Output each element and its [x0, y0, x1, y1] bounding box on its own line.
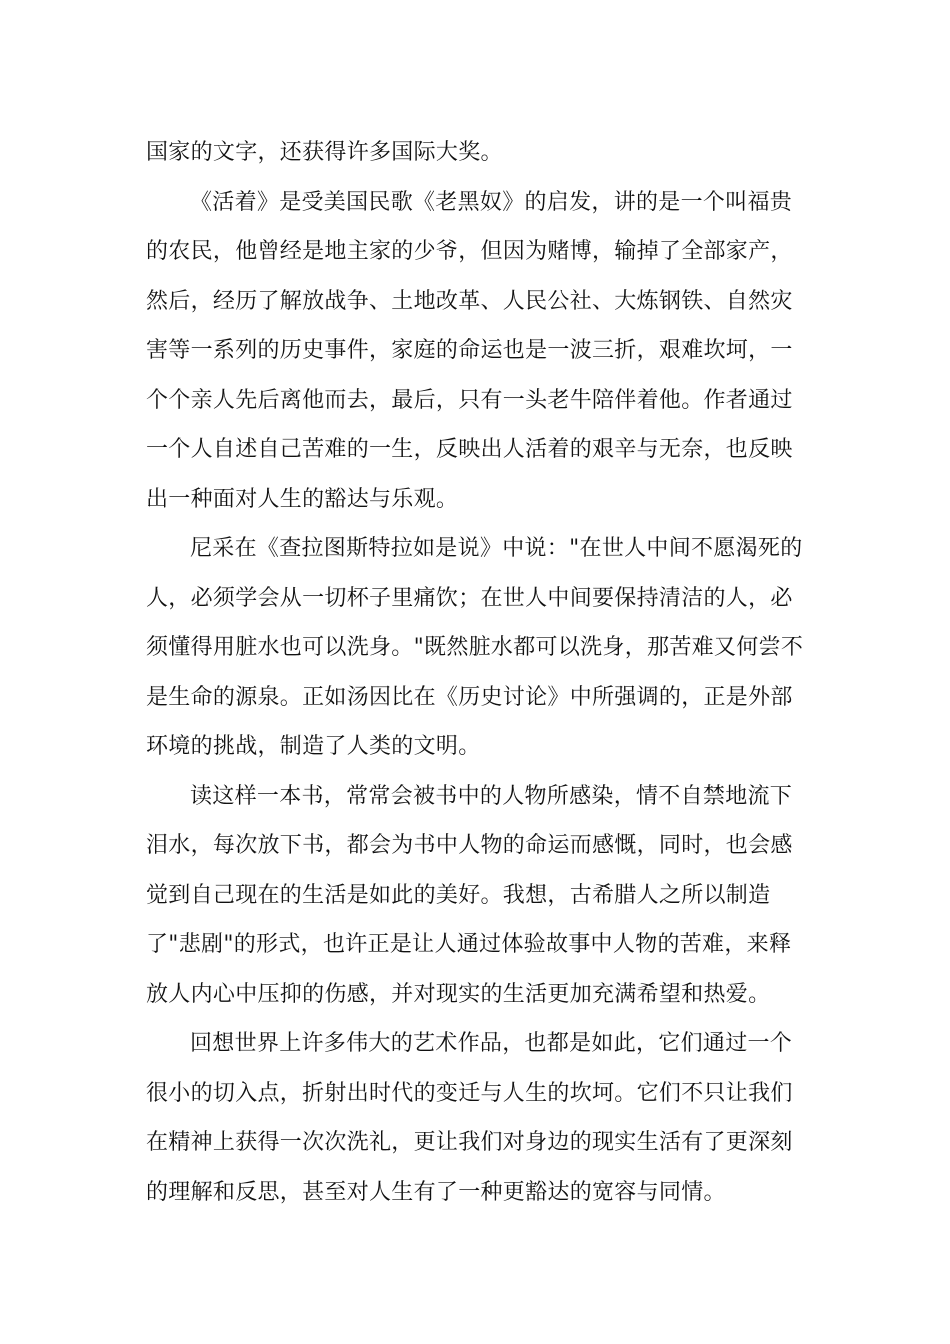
paragraph-1	[146, 128, 810, 178]
text-line: 然后，经历了解放战争、土地改革、人民公社、大炼钢铁、自然灾	[146, 288, 793, 314]
text-line: 尼采在《查拉图斯特拉如是说》中说："在世人中间不愿渴死的	[190, 536, 803, 561]
text-line: 《活着》是受美国民歌《老黑奴》的启发，讲的是一个叫福贵	[190, 189, 793, 215]
document-body	[146, 128, 810, 1217]
text-line: 须懂得用脏水也可以洗身。"既然脏水都可以洗身，那苦难又何尝不	[146, 635, 804, 660]
text-line: 的农民，他曾经是地主家的少爷，但因为赌博，输掉了全部家产，	[146, 239, 793, 264]
paragraph-5	[146, 1019, 810, 1217]
text-line: 放人内心中压抑的伤感，并对现实的生活更加充满希望和热爱。	[146, 981, 771, 1007]
text-line: 是生命的源泉。正如汤因比在《历史讨论》中所强调的，正是外部	[146, 684, 793, 710]
text-line: 泪水，每次放下书，都会为书中人物的命运而感慨，同时，也会感	[146, 833, 793, 858]
paragraph-4	[146, 772, 810, 1020]
text-line: 很小的切入点，折射出时代的变迁与人生的坎坷。它们不只让我们	[146, 1080, 793, 1106]
text-line: 个个亲人先后离他而去，最后，只有一头老牛陪伴着他。作者通过	[146, 387, 793, 413]
text-line: 一个人自述自己苦难的一生，反映出人活着的艰辛与无奈，也反映	[146, 437, 793, 462]
text-line: 回想世界上许多伟大的艺术作品，也都是如此，它们通过一个	[190, 1031, 793, 1056]
text-line: 出一种面对人生的豁达与乐观。	[146, 486, 459, 512]
text-line: 读这样一本书，常常会被书中的人物所感染，情不自禁地流下	[190, 783, 793, 809]
paragraph-2	[146, 178, 810, 525]
text-line: 的理解和反思，甚至对人生有了一种更豁达的宽容与同情。	[146, 1179, 726, 1205]
text-line: 人，必须学会从一切杯子里痛饮；在世人中间要保持清洁的人，必	[146, 585, 793, 611]
text-line: 在精神上获得一次次洗礼，更让我们对身边的现实生活有了更深刻	[146, 1130, 793, 1155]
text-line: 国家的文字，还获得许多国际大奖。	[146, 140, 503, 165]
text-line: 害等一系列的历史事件，家庭的命运也是一波三折，艰难坎坷，一	[146, 338, 793, 363]
text-line: 了"悲剧"的形式，也许正是让人通过体验故事中人物的苦难，来释	[146, 932, 792, 957]
paragraph-3	[146, 524, 810, 772]
text-line: 觉到自己现在的生活是如此的美好。我想，古希腊人之所以制造	[146, 882, 771, 908]
text-line: 环境的挑战，制造了人类的文明。	[146, 734, 481, 759]
